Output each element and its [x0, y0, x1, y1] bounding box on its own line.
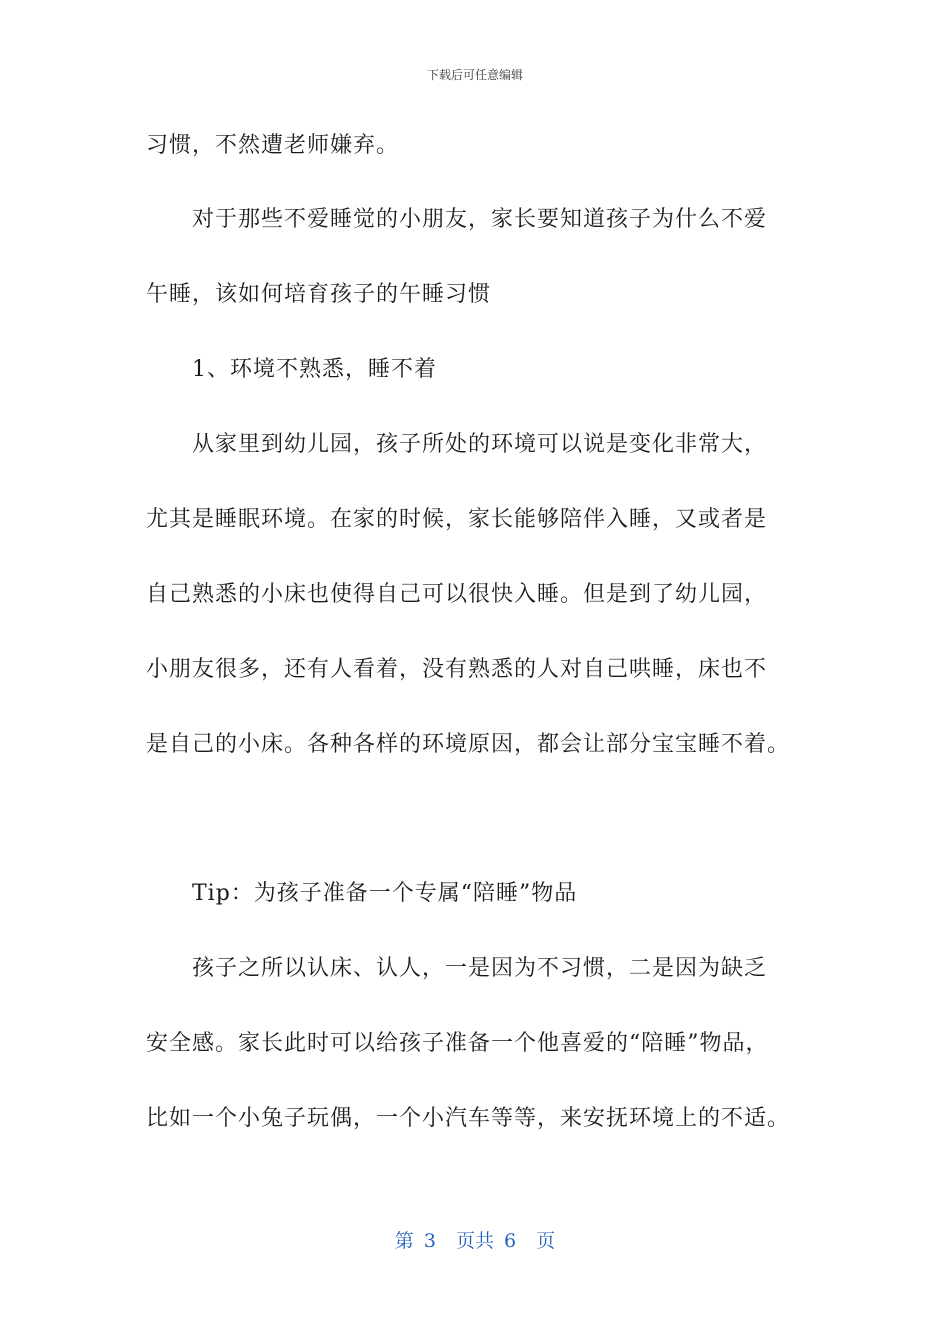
tip-heading: Tip：为孩子准备一个专属“陪睡”物品 [192, 881, 578, 906]
paragraph-line: 孩子之所以认床、认人，一是因为不习惯，二是因为缺乏 [192, 956, 768, 981]
paragraph-line: 尤其是睡眠环境。在家的时候，家长能够陪伴入睡，又或者是 [146, 507, 768, 532]
paragraph-line: 习惯，不然遭老师嫌弃。 [146, 133, 400, 158]
section-heading: 1、环境不熟悉，睡不着 [192, 357, 437, 382]
page-number: 第 3 页共 6 页 [394, 1230, 556, 1252]
paragraph-line: 是自己的小床。各种各样的环境原因，都会让部分宝宝睡不着。 [146, 732, 791, 757]
paragraph-line: 对于那些不爱睡觉的小朋友，家长要知道孩子为什么不爱 [192, 207, 768, 232]
paragraph-line: 小朋友很多，还有人看着，没有熟悉的人对自己哄睡，床也不 [146, 657, 768, 682]
paragraph-line: 安全感。家长此时可以给孩子准备一个他喜爱的“陪睡”物品， [146, 1031, 769, 1056]
page-header: 下载后可任意编辑 [426, 68, 523, 82]
paragraph-line: 比如一个小兔子玩偶，一个小汽车等等，来安抚环境上的不适。 [146, 1106, 791, 1131]
paragraph-line: 自己熟悉的小床也使得自己可以很快入睡。但是到了幼儿园， [146, 582, 768, 607]
paragraph-line: 从家里到幼儿园，孩子所处的环境可以说是变化非常大， [192, 432, 768, 457]
paragraph-line: 午睡，该如何培育孩子的午睡习惯 [146, 282, 492, 307]
page-footer [0, 1226, 950, 1253]
